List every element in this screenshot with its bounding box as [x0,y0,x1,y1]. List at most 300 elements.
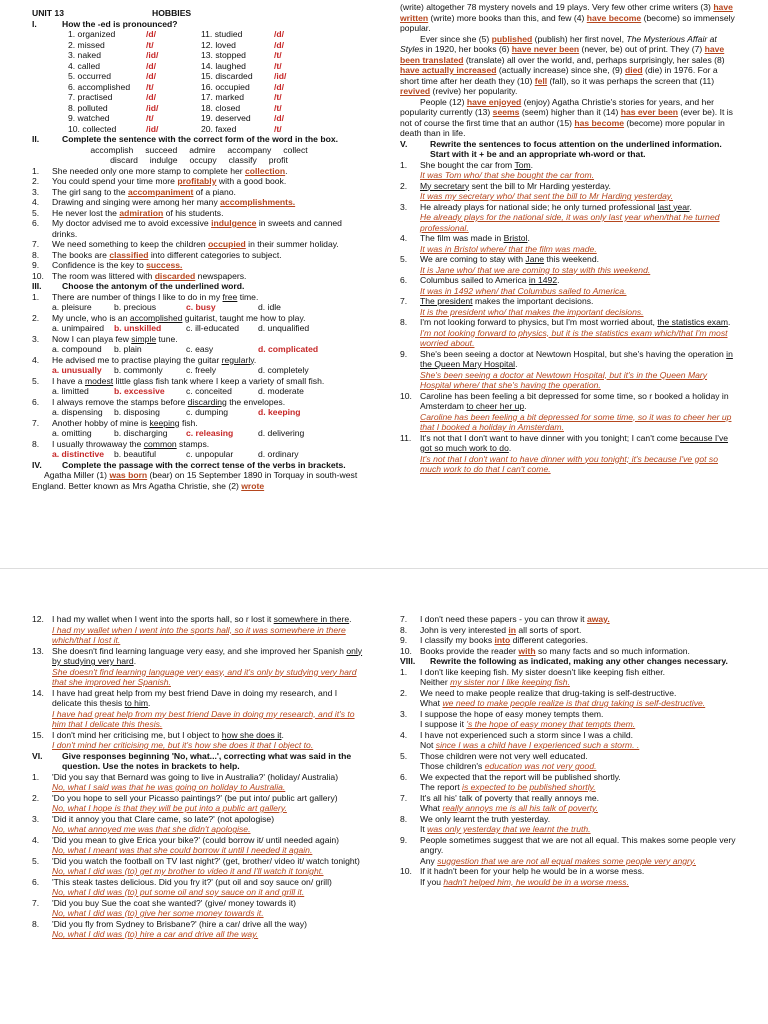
rewrite-answer: It was in 1492 when/ that Columbus sailed to America. [420,285,627,296]
q-underlined: because I've got so much work to do [420,432,729,453]
mc-option: d. completely [258,365,309,375]
item-answer: indulgence [211,218,257,228]
response-item [32,772,366,783]
pron-word: 4. called [68,60,101,71]
item-number: 1. [32,165,40,176]
item-text [52,260,366,271]
section-2-heading: II. Complete the sentence with the correct form of the word in the box. [32,134,338,144]
mc-option-correct: c. releasing [186,428,234,438]
item-number: 8. [32,249,40,260]
passage-answer: revived [400,86,431,96]
section-3-items [32,292,366,460]
pron-word: 10. collected [68,123,117,134]
item-text-b: different categories. [510,635,588,645]
mc-question [32,418,366,429]
rewrite-item [400,254,736,265]
q-text: She doesn't find learning language very easy, and she improved her Spanish [52,645,347,656]
q-underlined: somewhere in there [273,614,350,624]
pron-word: 15. discarded [201,71,253,81]
item-text-b: into different categories to subject. [148,249,282,260]
answer-text: is expected to be published shortly. [462,782,596,792]
pron-answer: /d/ [146,92,157,102]
item-text [420,160,736,171]
item-answer: with [518,645,536,656]
rewrite-item [400,202,736,213]
transform-answer-line [400,824,736,835]
item-number: 10. [400,390,412,401]
item-number: 8. [32,438,40,449]
pron-row [32,29,366,40]
item-text [420,349,736,370]
item-text [420,635,736,646]
q-text: . [530,159,534,170]
section-5-heading: V. Rewrite the sentences to focus attention on the underlined information. Start with it + be and an appropriate wh-word or that. [400,138,722,159]
answer-text: was only yesterday that we learnt the truth. [427,824,591,834]
q-text: Another hobby of mine is [52,417,150,428]
page-break [0,568,768,608]
item-text [52,730,366,741]
item-number: 1. [32,771,40,782]
item-question: 'Did you fly from Sydney to Brisbane?' (hire a car/ drive all the way) [52,918,307,929]
q-text: . [281,729,284,740]
item-number: 7. [400,792,408,803]
item-text-b: of a piano. [193,186,236,197]
item-text [52,376,366,387]
transform-answer-line [400,677,736,688]
section-1-heading: I. How the -ed is pronounced? [32,18,178,29]
item-number: 13. [32,645,44,656]
mc-option: c. unpopular [186,449,234,459]
item-number: 2. [32,176,40,186]
item-number: 6. [32,396,40,407]
pron-answer: /t/ [146,113,154,123]
mc-option: b. beautiful [114,449,157,459]
item-number: 3. [400,708,408,719]
q-text: I don't mind her criticising me, but I object to [52,729,222,740]
passage-answer: have become [586,12,642,23]
item-number: 12. [32,614,44,624]
rewrite-answer: It was in Bristol where/ that the film was made. [420,243,597,254]
pron-answer: /id/ [146,102,159,113]
q-underlined: regularly [221,354,254,365]
item-number: 5. [32,375,40,386]
answer-lead: If you [420,876,444,887]
item-number: 15. [32,729,44,740]
item-number: 10. [32,270,44,281]
q-text: We are coming to stay with [420,254,526,264]
pron-word: 18. closed [201,102,241,113]
item-text-b: of his students. [163,207,224,218]
item-text [52,176,366,187]
q-text: I always remove the stamps before [52,396,188,407]
item-answer: classified [109,249,149,260]
item-text-a: He never lost the [52,207,120,218]
mc-option: d. idle [258,302,281,312]
q-underlined: accomplished [129,312,183,323]
item-text [52,614,366,625]
item-text [52,355,366,366]
item-text-a: Confidence is the key to [52,260,147,270]
item-number: 2. [400,687,408,698]
item-text [52,208,366,219]
mc-options [32,428,366,439]
passage-text: (enjoy) Agatha Christie's stories for years, and her popularity currently (13) [400,96,714,117]
item-text-b: newspapers. [195,270,247,281]
q-text: I had my wallet when I went into the sports hall, so r lost it [52,614,274,624]
item-answer: into [494,635,511,645]
rewrite-item [32,646,366,667]
preposition-item [400,625,736,636]
unit-number: UNIT 13 [32,8,64,18]
item-number: 1. [400,666,408,677]
q-text: . [689,201,692,212]
pron-answer: /d/ [274,39,285,50]
q-text: I have a [52,375,85,386]
pron-word: 19. deserved [201,113,251,123]
mc-option: b. commonly [114,365,163,375]
item-number: 4. [400,233,408,243]
section-4-heading: IV. Complete the passage with the correct tense of the verbs in brackets. [32,459,346,470]
answer-text: since I was a child have I experienced such a storm. . [435,740,640,750]
page-bottom [0,606,768,1024]
item-number: 5. [400,750,408,761]
pron-word: 7. practised [68,92,113,102]
q-text: makes the important decisions. [472,296,594,306]
q-text: this weekend. [544,254,599,264]
item-question: I suppose the hope of easy money tempts them. [420,708,604,719]
mc-option: d. moderate [258,386,304,396]
q-text: The film was made in [420,233,504,243]
section-3-heading: III. Choose the antonym of the underlined word. [32,281,245,291]
q-underlined: the statistics exam [657,317,729,327]
item-number: 11. [400,432,412,443]
item-answer: accompaniment [127,186,194,197]
rewrite-answer: It is Jane who/ that we are coming to stay with this weekend. [420,264,651,275]
pron-word: 11. studied [201,29,243,39]
pron-answer: /d/ [274,29,285,39]
mc-option: a. pleisure [52,302,92,312]
item-text-a: The room was littered with [52,270,155,281]
section-6-heading: VI. Give responses beginning 'No, what...', correcting what was said in the question. Use the notes in brackets to help. [32,750,352,771]
answer-text: my sister nor I like keeping fish. [450,677,570,687]
pron-answer: /t/ [146,39,154,50]
item-number: 8. [400,624,408,635]
item-number: 3. [400,201,408,212]
passage-text: (write) more books than this, and few (4) [428,12,587,23]
q-underlined: last year [657,201,690,212]
pron-row [32,50,366,61]
passage-text: People (12) [420,96,467,107]
q-underlined: to him [124,698,149,708]
item-text [420,233,736,244]
item-question: We expected that the report will be published shortly. [420,771,621,782]
rewrite-item [400,296,736,307]
pron-answer: /t/ [274,50,282,60]
q-text: tune. [156,333,178,344]
item-number: 5. [32,207,40,218]
q-underlined: Tom [514,159,531,170]
transform-answer-line [400,698,736,709]
item-number: 7. [32,897,40,908]
item-text [52,439,366,450]
item-text [420,391,736,412]
q-text: guitarist, taught me how to play. [182,312,306,323]
transform-answer-line [400,856,736,867]
q-underlined: only by studying very hard [52,645,363,666]
rewrite-item [400,275,736,286]
pron-word: 9. watched [68,113,110,123]
response-answer: No, what I did was (to) get my brother to video it and I'll watch it tonight. [52,866,324,876]
transform-item [400,793,736,804]
pron-word: 17. marked [201,92,244,102]
response-item [32,793,366,804]
pron-answer: /t/ [274,102,282,113]
mc-option: a. limitted [52,386,89,396]
item-question: 'Did you watch the football on TV last night?' (get, brother/ video it/ watch tonight) [52,855,360,866]
item-number: 3. [32,333,40,344]
mc-option: c. ill-educated [186,323,240,333]
pron-answer: /d/ [146,71,157,81]
mc-question [32,376,366,387]
q-text: . [148,698,151,708]
preposition-item [400,614,736,625]
item-text [52,418,366,429]
q-text: . [515,359,518,369]
passage-text: (revive) her popularity. [430,86,518,96]
transform-item [400,667,736,678]
rewrite-item [400,317,736,328]
mc-option: c. conceited [186,386,232,396]
rewrite-answer: It was my secretary who/ that sent the bill to Mr Harding yesterday. [420,191,673,201]
section-2-items [32,166,366,282]
fill-item [32,239,366,250]
q-underlined: to cheer her up [466,401,525,411]
mc-option: a. compound [52,344,102,354]
rewrite-answer: She doesn't find learning language very easy, and it's only by studying very hard that she improved her Spanish. [52,666,357,687]
q-underlined: in the Queen Mary Hospital [420,348,733,369]
rewrite-item [400,181,736,192]
item-number: 2. [32,792,40,803]
passage-title: The Mysterious Affair at Styles [400,33,717,54]
item-text [420,181,736,192]
item-text-a: The girl sang to the [52,186,128,197]
mc-option-correct: a. unusually [52,365,102,375]
item-question: 'Did you say that Bernard was going to live in Australia?' (holiday/ Australia) [52,771,339,782]
response-answer: No, what I meant was that she could borrow it until I needed it again. [52,845,313,855]
preposition-item [400,635,736,646]
section-5-items [400,160,736,475]
q-text: . [253,354,257,365]
answer-text: 's the hope of easy money that tempts them. [466,719,636,729]
rewrite-answer: It's not that I don't want to have dinner with you tonight; it's because I've got so much work to do that I can't come. [420,453,718,474]
item-answer: occupied [208,239,246,249]
passage-answer: fell [534,75,548,86]
preposition-item [400,646,736,657]
q-underlined: keeping [149,417,180,428]
mc-option-correct: b. excessive [114,386,165,396]
pron-answer: /t/ [274,123,282,134]
item-text-a: Books provide the reader [420,645,519,656]
mc-option: b. precious [114,302,157,312]
answer-text: education was not very good. [484,761,597,771]
passage-text: (never, be) out of print. They (7) [579,44,705,54]
passage-answer: seems [492,107,520,117]
passage-para-1 [400,2,736,34]
top-right-column [400,2,736,566]
item-question: I don't like keeping fish. My sister doesn't like keeping fish either. [420,666,665,677]
item-number: 9. [400,635,408,645]
transform-answer-line [400,782,736,793]
item-number: 6. [32,218,40,228]
item-number: 7. [32,417,40,428]
pron-answer: /id/ [146,123,159,134]
item-text [52,166,366,177]
passage-answer: have never been [511,44,580,54]
item-text-a: The books are [52,249,110,260]
item-number: 14. [32,687,44,698]
passage-text: (become) so immensely popular. [400,12,735,33]
q-underlined: free [222,291,238,302]
mc-options [32,323,366,334]
q-text: My uncle, who is an [52,312,130,323]
fill-item [32,187,366,198]
pron-answer: /d/ [274,81,285,92]
pron-word: 20. faxed [201,123,237,134]
item-text [420,625,736,636]
response-item [32,835,366,846]
passage-answer: has become [574,117,625,128]
transform-item [400,751,736,762]
rewrite-item [32,730,366,741]
item-question: 'Did it annoy you that Clare came, so late?' (not apologise) [52,813,275,824]
passage-text: (become) more popular in death than in life. [400,117,725,138]
section-8-items [400,667,736,888]
q-text: little glass fish tank where I keep a variety of small fish. [113,375,325,386]
fill-item [32,218,366,239]
transform-item [400,772,736,783]
rewrite-item [32,688,366,709]
top-left-column [32,8,366,566]
pron-row [32,82,366,93]
item-text [52,250,366,261]
item-text [420,202,736,213]
item-number: 9. [400,834,408,845]
mc-option: d. delivering [258,428,305,438]
item-text [420,433,736,454]
transform-answer-line [400,740,736,751]
mc-option: b. plain [114,344,142,354]
item-text-a: Drawing and singing were among her many [52,197,221,207]
pron-row [32,92,366,103]
mc-options [32,302,366,313]
passage-answer: have written [400,2,733,23]
q-text: Now I can playa few [52,333,132,344]
item-text [52,218,366,239]
answer-lead: What [420,698,443,708]
q-text: She bought the car from [420,159,515,170]
pron-answer: /id/ [274,71,287,81]
passage-text: (write) altogether 78 mystery novels and 19 plays. Very few other crime writers (3) [400,2,714,12]
pron-row [32,61,366,72]
q-underlined: modest [84,375,114,386]
item-answer: collection [245,165,286,176]
q-text: I usually throwaway the [52,438,144,449]
rewrite-answer: I had my wallet when I went into the sports hall, so it was somewhere in there which/that I lost it. [52,624,346,645]
item-number: 8. [400,317,408,327]
item-number: 8. [400,813,408,824]
item-text-b: so many facts and so much information. [535,645,690,656]
transform-answer-line [400,761,736,772]
q-text: She's been seeing a doctor at Newtown Hospital, but she's having the operation [420,348,727,359]
mc-option: d. unqualified [258,323,310,333]
q-underlined: Jane [525,254,545,264]
q-text: . [728,317,731,327]
q-underlined: My secretary [420,180,470,191]
passage-para-3 [400,97,736,139]
item-question: 'This steak tastes delicious. Did you fry it?' (put oil and soy sauce on/ grill) [52,876,332,887]
bottom-left-column [32,614,366,1024]
pron-word: 16. occupied [201,81,250,92]
item-answer: accomplishments. [220,197,296,207]
item-number: 8. [32,918,40,929]
item-text-b: . [285,165,288,176]
pron-answer: /t/ [146,81,154,92]
transform-item [400,814,736,825]
q-text: . [133,656,137,666]
q-text: . [349,614,352,624]
rewrite-item [32,614,366,625]
mc-option: c. freely [186,365,217,375]
item-text [420,646,736,657]
item-text-a: John is very interested [420,624,509,635]
passage-answer: has ever been [620,107,679,117]
item-number: 5. [400,254,408,264]
mc-question [32,397,366,408]
item-text-a: I classify my books [420,635,495,645]
word-box-row-1: accomplish succeed admire accompany collect [90,144,308,155]
item-answer: in [508,624,517,635]
rewrite-answer: Caroline has been feeling a bit depressed for some time, so it was to cheer her up that I booked a holiday in Amsterdam. [420,411,732,432]
item-text [52,313,366,324]
item-number: 1. [32,291,40,302]
item-text-a: My doctor advised me to avoid excessive [52,218,212,228]
item-number: 2. [32,312,40,323]
passage-answer: have been translated [400,44,725,65]
q-text: He advised me to practise playing the guitar [52,354,222,365]
item-number: 2. [400,180,408,191]
item-number: 7. [400,296,408,306]
passage-answer: published [491,33,533,44]
transform-item [400,709,736,720]
mc-option: a. unimpaired [52,323,105,333]
item-question: 'Did you buy Sue the coat she wanted?' (give/ money towards it) [52,897,297,908]
q-text: time. [237,291,259,302]
item-number: 4. [32,354,40,365]
pron-row [32,124,366,135]
answer-lead: Not [420,740,436,750]
item-number: 10. [400,645,412,656]
pron-answer: /t/ [274,92,282,102]
pron-answer: /d/ [146,60,157,71]
fill-item [32,271,366,282]
fill-item [32,208,366,219]
q-underlined: discarding [187,396,227,407]
transform-answer-line [400,719,736,730]
item-number: 7. [400,614,408,624]
mc-option-correct: b. unskilled [114,323,162,333]
pron-word: 6. accomplished [68,81,131,92]
rewrite-answer: I have had great help from my best friend Dave in doing my research, and it's to him that I delicate this thesis. [52,708,355,729]
